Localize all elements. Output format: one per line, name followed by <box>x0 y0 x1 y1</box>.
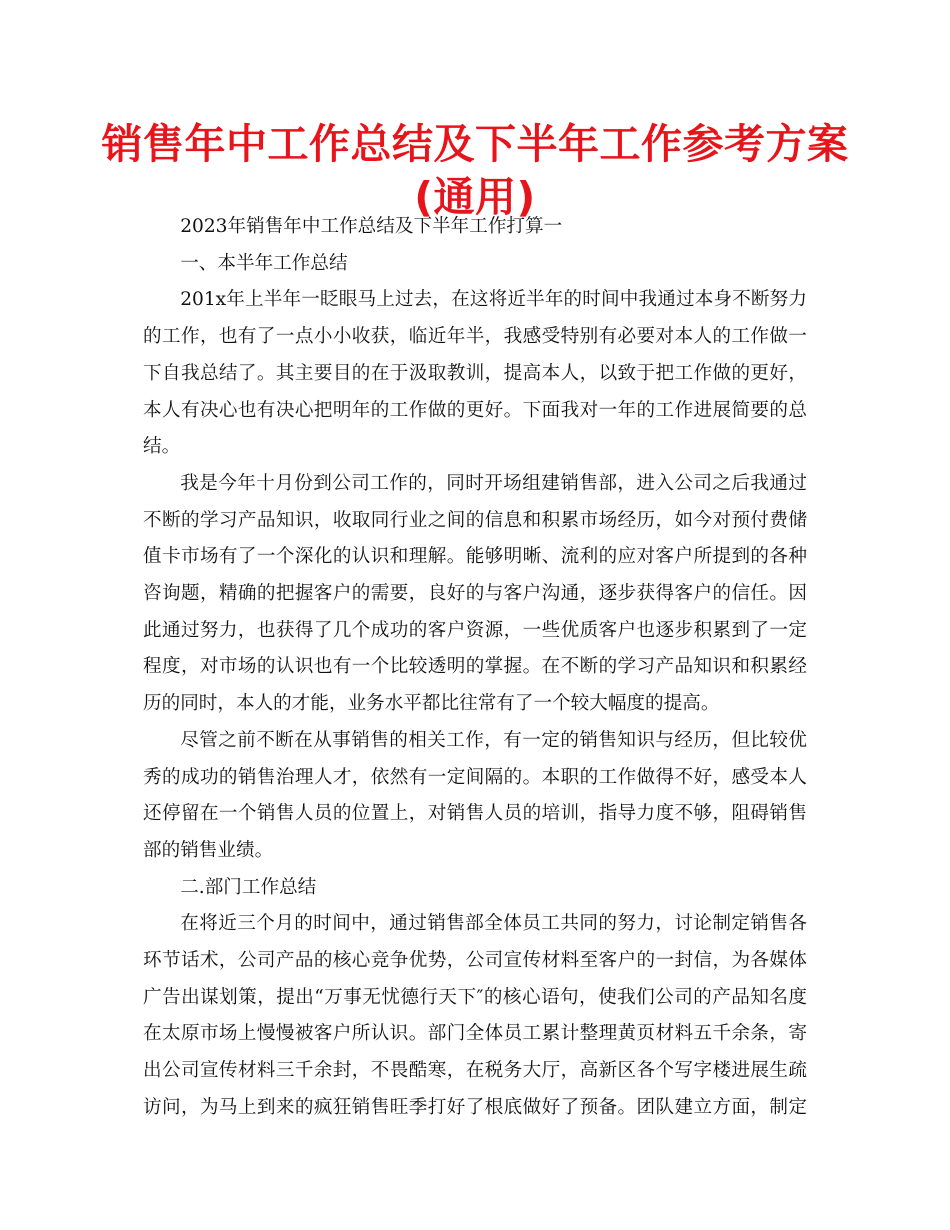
text-line: 部的销售业绩。 <box>143 839 274 861</box>
text-line: 我是今年十月份到公司工作的，同时开场组建销售部，进入公司之后我通过 <box>180 472 807 494</box>
text-line: 还停留在一个销售人员的位置上，对销售人员的培训，指导力度不够，阻碍销售 <box>143 803 807 825</box>
text-line: 出公司宣传材料三千余封，不畏酷寒，在税务大厅，高新区各个写字楼进展生疏 <box>143 1060 807 1082</box>
text-line: 不断的学习产品知识，收取同行业之间的信息和积累市场经历，如今对预付费储 <box>143 509 807 531</box>
paragraph <box>143 209 807 246</box>
text-line: 2023年销售年中工作总结及下半年工作打算一 <box>180 216 563 237</box>
text-line: 本人有决心也有决心把明年的工作做的更好。下面我对一年的工作进展简要的总 <box>143 399 807 421</box>
paragraph <box>143 906 807 1126</box>
text-line: 尽管之前不断在从事销售的相关工作，有一定的销售知识与经历，但比较优 <box>180 729 807 751</box>
paragraph <box>143 282 807 466</box>
section-heading <box>143 246 807 283</box>
text-line: 二.部门工作总结 <box>180 876 317 898</box>
title-line-2: (通用) <box>414 173 536 221</box>
text-line: 一、本半年工作总结 <box>180 252 348 274</box>
text-line: 广告出谋划策，提出“万事无忧德行天下″的核心语句，使我们公司的产品知名度 <box>143 986 807 1008</box>
text-line: 秀的成功的销售治理人才，依然有一定间隔的。本职的工作做得不好，感受本人 <box>143 766 807 788</box>
text-line: 结。 <box>143 436 181 458</box>
text-line: 访问，为马上到来的疯狂销售旺季打好了根底做好了预备。团队建立方面，制定 <box>143 1096 807 1118</box>
text-line: 的工作，也有了一点小小收获，临近年半，我感受特别有必要对本人的工作做一 <box>143 326 807 348</box>
text-line: 程度，对市场的认识也有一个比较透明的掌握。在不断的学习产品知识和积累经 <box>143 656 807 678</box>
text-line: 在太原市场上慢慢被客户所认识。部门全体员工累计整理黄页材料五千余条，寄 <box>143 1023 807 1045</box>
paragraph <box>143 723 807 870</box>
text-line: 值卡市场有了一个深化的认识和理解。能够明晰、流利的应对客户所提到的各种 <box>143 546 807 568</box>
text-line: 在将近三个月的时间中，通过销售部全体员工共同的努力，讨论制定销售各 <box>180 913 807 935</box>
paragraph <box>143 466 807 723</box>
text-line: 环节话术，公司产品的核心竞争优势，公司宣传材料至客户的一封信，为各媒体 <box>143 950 807 972</box>
section-heading <box>143 870 807 907</box>
text-line: 201x年上半年一眨眼马上过去，在这将近半年的时间中我通过本身不断努力 <box>180 289 807 311</box>
document-body <box>143 209 807 1127</box>
text-line: 此通过努力，也获得了几个成功的客户资源，一些优质客户也逐步积累到了一定 <box>143 619 807 641</box>
text-line: 下自我总结了。其主要目的在于汲取教训，提高本人，以致于把工作做的更好， <box>143 362 807 384</box>
text-line: 历的同时，本人的才能，业务水平都比往常有了一个较大幅度的提高。 <box>143 693 720 715</box>
text-line: 咨询题，精确的把握客户的需要，良好的与客户沟通，逐步获得客户的信任。因 <box>143 583 807 605</box>
title-line-1: 销售年中工作总结及下半年工作参考方案 <box>101 120 849 168</box>
